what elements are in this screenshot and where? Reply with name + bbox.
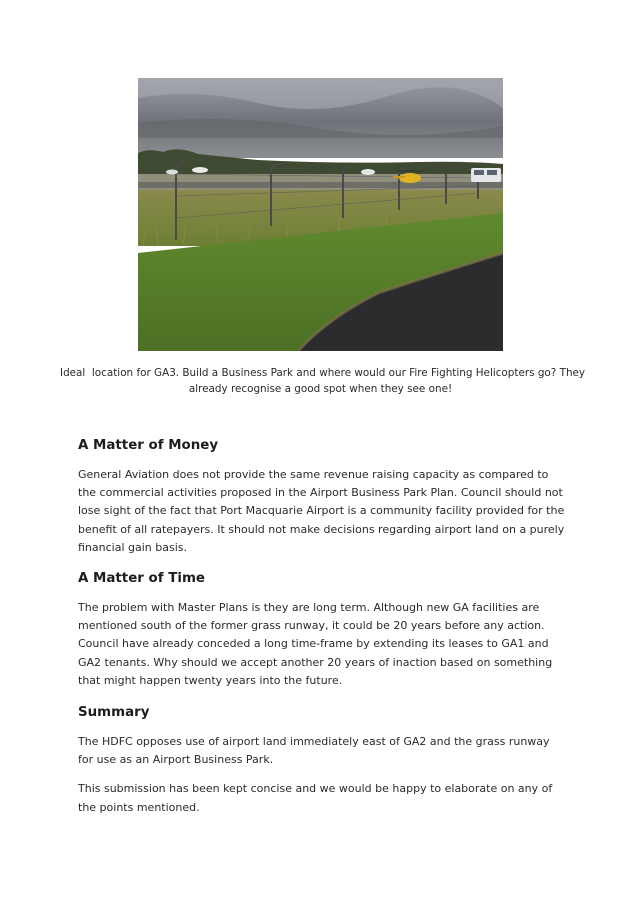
vehicle-icon <box>471 168 501 182</box>
caption-line-1: Ideal location for GA3. Build a Business Park and where would our Fire Fighting Helicopters go? They <box>60 367 586 379</box>
section-paragraph: The HDFC opposes use of airport land immediately east of GA2 and the grass runway for use as an Airport Business Park. <box>78 735 550 767</box>
section-paragraph: This submission has been kept concise and we would be happy to elaborate on any of the points mentioned. <box>78 782 553 814</box>
airfield-photo <box>138 78 503 351</box>
section-matter-of-money <box>78 437 566 557</box>
caption-line-2: already recognise a good spot when they see one! <box>188 383 453 395</box>
section-paragraph: General Aviation does not provide the same revenue raising capacity as compared to the commercial activities proposed in the Airport Business Park Plan. Council should not lose sight of the fact that Port Macquarie Airport is a community facility provided for the benefit of all ratepayers. It should not make decisions regarding airport land on a purely financial gain basis. <box>78 468 565 554</box>
section-matter-of-time <box>78 570 566 690</box>
section-summary <box>78 704 566 817</box>
section-heading: A Matter of Time <box>78 571 205 586</box>
section-heading: Summary <box>78 705 150 720</box>
section-heading: A Matter of Money <box>78 438 219 453</box>
section-paragraph: The problem with Master Plans is they are long term. Although new GA facilities are mentioned south of the former grass runway, it could be 20 years before any action. Council have already conceded a long time-frame by extending its leases to GA1 and GA2 tenants. Why should we accept another 20 years of inaction based on something that might happen twenty years into the future. <box>78 601 553 687</box>
photo-caption <box>60 365 586 397</box>
